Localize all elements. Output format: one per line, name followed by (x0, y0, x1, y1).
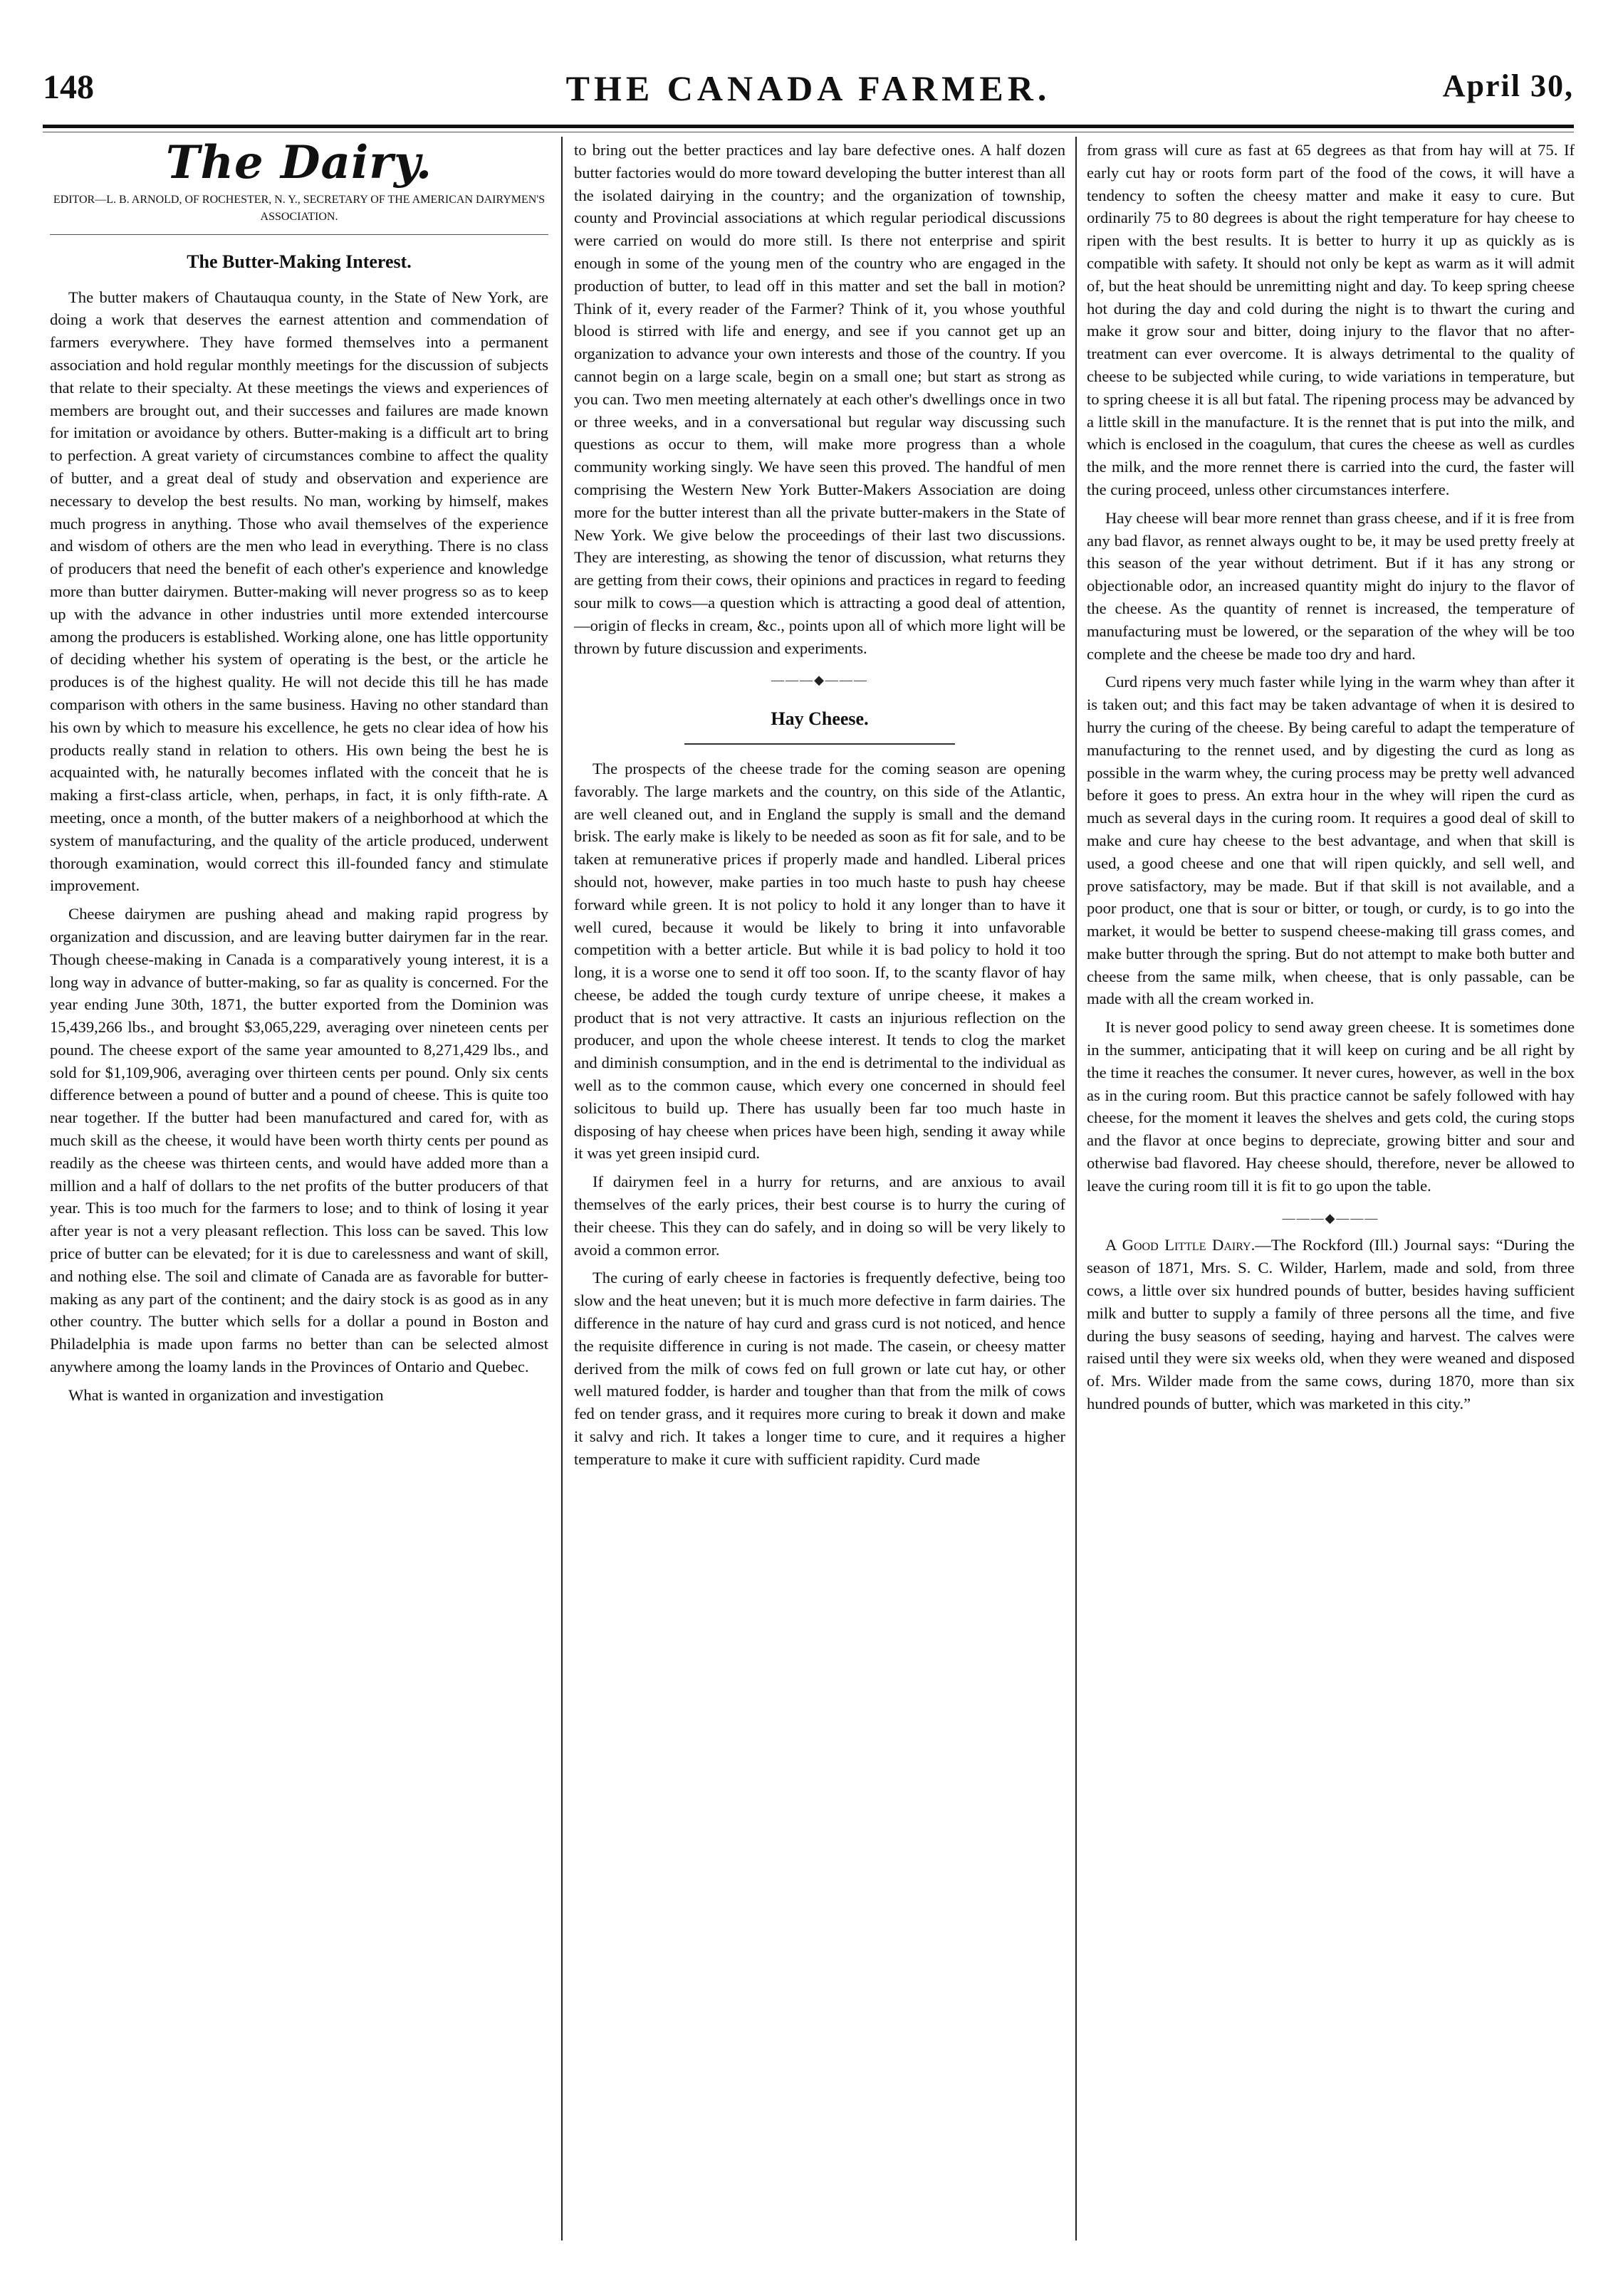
news-item (1087, 1234, 1575, 1415)
article-paragraph: What is wanted in organization and investigation (68, 1385, 384, 1404)
page-header (43, 68, 1574, 117)
article-title-hay-cheese: Hay Cheese. (771, 708, 869, 730)
column-3 (1087, 139, 1575, 1421)
news-item-title: A Good Little Dairy. (1105, 1236, 1256, 1254)
article-paragraph: If dairymen feel in a hurry for returns, and are anxious to avail themselves of the early prices, their best course is to hurry the curing of their cheese. This they can do safely, and in doing so will be very likely to avoid a common error. (574, 1173, 1065, 1259)
editor-line: EDITOR—L. B. ARNOLD, OF ROCHESTER, N. Y., SECRETARY OF THE AMERICAN DAIRYMEN'S ASSOCIATION. (53, 193, 546, 223)
section-ornament: ———◆——— (1282, 1210, 1379, 1225)
page-number: 148 (43, 68, 94, 106)
article-paragraph: The curing of early cheese in factories is frequently defective, being too slow and the heat uneven; but it is much more defective in farm dairies. The difference in the nature of hay curd and grass curd is not noticed, and hence the requisite difference in curing is not made. The casein, or cheesy matter derived from the milk of cows fed on full grown or late cut hay, or other well matured fodder, is harder and tougher than that from the milk of cows fed on tender grass, and it requires more curing to break it down and make it salvy and rich. It takes a longer time to cure, and it requires a higher temperature to make it cure with sufficient rapidity. Curd made (574, 1269, 1065, 1468)
column-divider-2 (1075, 137, 1077, 2240)
title-underline (684, 743, 955, 745)
article-paragraph: to bring out the better practices and lay bare defective ones. A half dozen butter factories would do more toward developing the butter interest than all the isolated dairying in the country; and the organization of township, county and Provincial associations at which regular periodical discussions were carried on would do more still. Is there not enterprise and spirit enough in some of the young men of the country who are engaged in the production of butter, to lead off in this matter and set the ball in motion? Think of it, every reader of the Farmer? Think of it, you whose youthful blood is stirred with life and energy, and see if you cannot get up an organization to advance your own interests and those of the country. If you cannot begin on a large scale, begin on a small one; but start as strong as you can. Two men meeting alternately at each other's dwellings once in two or three weeks, and in a conversational but regular way discussing such questions as occur to them, will make more progress than a whole community working singly. We have seen this proved. The handful of men comprising the Western New York Butter-Makers Association are doing more for the butter interest than all the private butter-makers in the State of New York. We give below the proceedings of their last two discussions. They are interesting, as showing the tenor of discussion, what returns they are getting from their cows, their opinions and practices in regard to feeding sour milk to cows—a question which is attracting a good deal of attention, —origin of flecks in cream, &c., points upon all of which more light will be thrown by future discussion and experiments. (574, 141, 1065, 657)
article-paragraph: from grass will cure as fast at 65 degrees as that from hay will at 75. If early cut hay or roots form part of the food of the cows, it will have a tendency to soften the cheesy matter and make it easy to cure. But ordinarily 75 to 80 degrees is about the right temperature for hay cheese to ripen with the best results. It is better to hurry it up as quickly as is compatible with safety. It should not only be kept as warm as it will admit of, but the heat should be unremitting night and day. To keep spring cheese hot during the day and cold during the night is to thwart the curing and make it grow sour and bitter, doing injury to the flavor that no after-treatment can ever overcome. It is always detrimental to the quality of cheese to be subjected while curing, to wide variations in temperature, but to spring cheese it is all but fatal. The ripening process may be advanced by a little skill in the manufacture. It is the rennet that is put into the milk, and which is enclosed in the coagulum, that cures the cheese as well as curdles the milk, and the more rennet there is carried into the curd, the faster will the curing proceed, unless other circumstances interfere. (1087, 141, 1575, 498)
article-title-butter: The Butter-Making Interest. (187, 251, 412, 272)
header-rule (43, 125, 1574, 128)
article-paragraph: Hay cheese will bear more rennet than grass cheese, and if it is free from any bad flavor, as rennet always ought to be, it may be used pretty freely at this season of the year without detriment. But if it has any strong or objectionable odor, an increased quantity might do injury to the flavor of the cheese. As the quantity of rennet is increased, the temperature of manufacturing must be lowered, or the separation of the whey will be too complete and the cheese be made too dry and hard. (1087, 508, 1575, 663)
newspaper-title: THE CANADA FARMER. (565, 68, 1051, 108)
news-item-text: —The Rockford (Ill.) Journal says: “During the season of 1871, Mrs. S. C. Wilder, Harlem, made and sold, from three cows, a little over six hundred pounds of butter, besides having sufficient milk and butter to supply a family of three persons all the time, and five during the busy seasons of seeding, haying and harvest. The calves were raised until they were six weeks old, when they were weaned and disposed of. Mrs. Wilder made from the same cows, during 1870, more than six hundred pounds of butter, which was marketed in this city.” (1087, 1236, 1575, 1413)
column-2 (574, 139, 1065, 1477)
department-heading: The Dairy. (165, 136, 433, 189)
issue-date: April 30, (1442, 68, 1574, 103)
article-paragraph: The butter makers of Chautauqua county, in the State of New York, are doing a work that deserves the earnest attention and commendation of farmers everywhere. They have formed themselves into a permanent association and hold regular monthly meetings for the discussion of subjects that relate to their specialty. At these meetings the views and experiences of members are brought out, and their successes and failures are made known for imitation or avoidance by others. Butter-making is a difficult art to bring to perfection. A great variety of circumstances combine to affect the quality of butter, and a great deal of study and observation and experience are necessary to develop the best results. No man, working by himself, makes much progress in anything. Those who avail themselves of the experience and wisdom of others are the men who lead in everything. There is no class of producers that need the benefit of each other's experience and knowledge more than butter dairymen. Butter-making will never progress so as to keep up with the advance in other industries until more extended intercourse among the producers is established. Working alone, one has little opportunity of deciding whether his system of operating is the best, or the article he produces is of the highest quality. He will not decide this till he has made comparison with others in the same business. Having no other standard than his own by which to measure his excellence, he gets no clear idea of how his products really stand in relation to others. His own being the best he is acquainted with, he naturally becomes inflated with the conceit that he is making a first-class article, when, perhaps, in fact, it is only fifth-rate. A meeting, once a month, of the butter makers of a neighborhood at which the system of manufacturing, and the quality of the article produced, underwent thorough examination, would correct this ill-founded fancy and stimulate improvement. (50, 288, 548, 895)
article-paragraph: It is never good policy to send away green cheese. It is sometimes done in the summer, anticipating that it will keep on curing and be all right by the time it reaches the consumer. It never cures, however, as well in the box as in the curing room. But this practice cannot be safely followed with hay cheese, for the moment it leaves the shelves and gets cold, the curing stops and the flavor at once begins to depreciate, growing bitter and sour and otherwise bad flavored. Hay cheese should, therefore, never be allowed to leave the curing room till it is fit to go upon the table. (1087, 1018, 1575, 1195)
article-paragraph: Curd ripens very much faster while lying in the warm whey than after it is taken out; and this fact may be taken advantage of when it is desired to hurry the curing of the cheese. By being careful to adapt the temperature of manufacturing to the rennet used, and by digesting the curd as long as possible in the warm whey, the curing process may be pretty well advanced before it goes to press. An extra hour in the whey will ripen the curd as much as several days in the curing room. It requires a good deal of skill to make and cure hay cheese to the best advantage, and when that skill is used, a good cheese and one that will ripen quickly, and sell well, and prove satisfactory, may be made. But if that skill is not available, and a poor product, one that is sour or bitter, or tough, or curdy, is to go into the market, it would be better to suspend cheese-making till grass comes, and make butter through the spring. But do not attempt to make both butter and cheese from the same milk, when cheese, that is only passable, can be made with all the cream worked in. (1087, 673, 1575, 1008)
section-rule (50, 234, 548, 235)
section-ornament: ———◆——— (771, 673, 868, 688)
column-divider-1 (561, 137, 563, 2240)
article-paragraph: The prospects of the cheese trade for the coming season are opening favorably. The large markets and the country, on this side of the Atlantic, are well cleaned out, and in England the supply is small and the demand brisk. The early make is likely to be needed as soon as fit for sale, and to be taken at remunerative prices if properly made and handled. Liberal prices should not, however, make parties in too much haste to push hay cheese forward while green. It is not policy to hold it any longer than to have it well cured, because it would be likely to bring it into unfavorable competition with a better article. But while it is bad policy to hold it too long, it is a worse one to send it off too soon. If, to the scanty flavor of hay cheese, be added the tough curdy texture of unripe cheese, it makes a product that is not very attractive. It casts an injurious reflection on the producer, and upon the whole cheese interest. It tends to clog the market and diminish consumption, and in the end is detrimental to the individual as well as to the common cause, which every one concerned in should feel solicitous to build up. There has usually been far too much haste in disposing of hay cheese when prices have been high, sending it away while it was yet green insipid curd. (574, 759, 1065, 1163)
column-1 (50, 136, 548, 1412)
article-paragraph: Cheese dairymen are pushing ahead and making rapid progress by organization and discussion, and are leaving butter dairymen far in the rear. Though cheese-making in Canada is a comparatively young interest, it is a long way in advance of butter-making, so far as quality is concerned. For the year ending June 30th, 1871, the butter exported from the Dominion was 15,439,266 lbs., and brought $3,065,229, averaging over nineteen cents per pound. The cheese export of the same year amounted to 8,271,429 lbs., and sold for $1,109,906, averaging over thirteen cents per pound. Only six cents difference between a pound of butter and a pound of cheese. This is quite too near together. If the butter had been manufactured and cared for, with as much skill as the cheese, it would have been worth thirty cents per pound as readily as the cheese was thirteen cents, and would have added more than a million and a half of dollars to the net profits of the butter producers of that year. This is too much for the farmers to lose; and to think of losing it year after year is not a very pleasant reflection. This loss can be saved. This low price of butter can be elevated; for it is due to carelessness and want of skill, and nothing else. The soil and climate of Canada are as favorable for butter-making as any part of the continent; and the dairy stock is as good as in any other country. The butter which sells for a dollar a pound in Boston and Philadelphia is made upon farms no better than can be selected almost anywhere among the loamy lands in the Provinces of Ontario and Quebec. (50, 905, 548, 1376)
